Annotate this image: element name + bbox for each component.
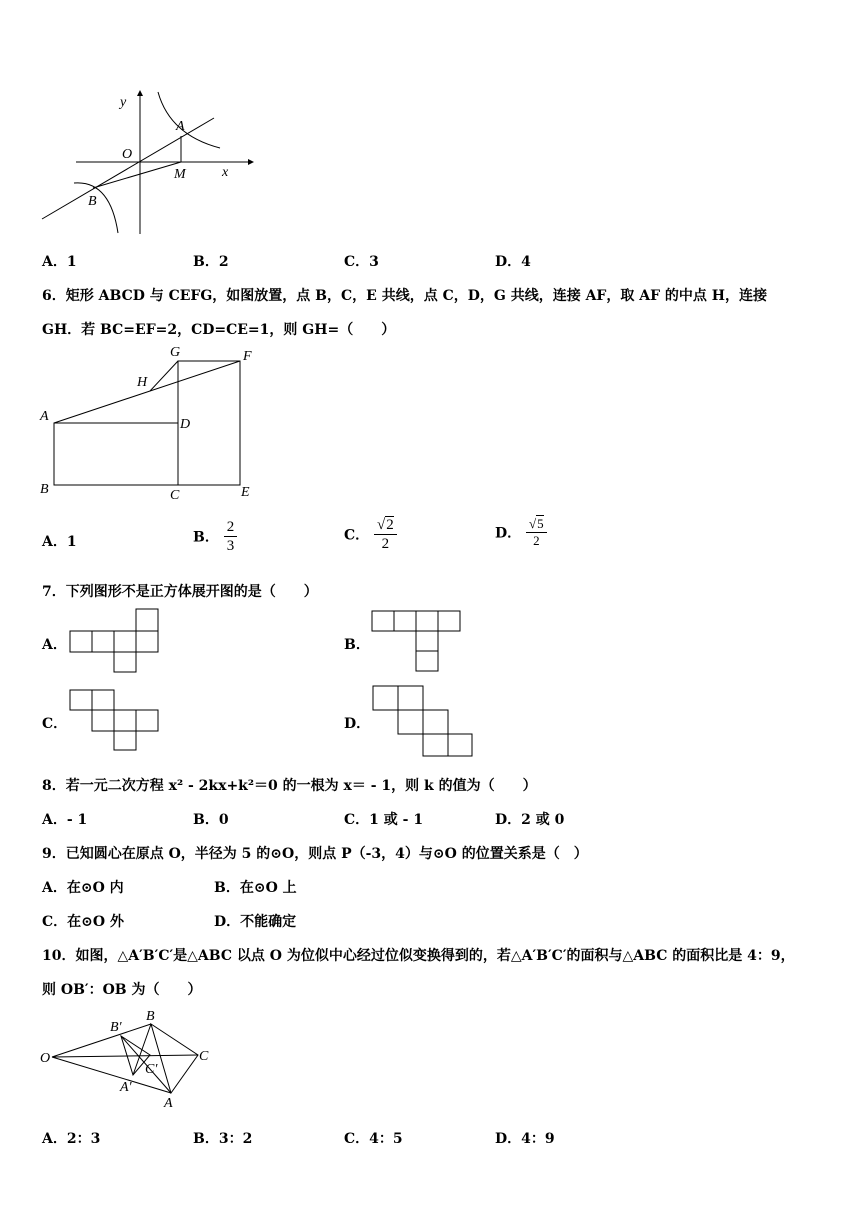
q7-option-b-net[interactable] [370,609,462,673]
label-g: G [170,345,181,360]
label-o: O [40,1051,51,1066]
q7-option-d-label[interactable]: D． [344,716,371,732]
line-ab [42,118,214,219]
fraction-numerator: √2 [374,516,397,535]
segment-bm [93,162,181,188]
q6-option-d-fraction [526,516,547,549]
q8-option-c[interactable]: C．1 或 - 1 [344,812,424,828]
q10-option-c[interactable]: C．4：5 [344,1131,403,1147]
label-a-prime: A′ [120,1080,132,1095]
q10-option-b[interactable]: B．3：2 [193,1131,253,1147]
q6-text-line1: 6．矩形 ABCD 与 CEFG，如图放置，点 B，C，E 共线，点 C，D，G 共线，连接 AF，取 AF 的中点 H，连接 [42,288,768,304]
label-o: O [122,147,133,162]
q5-option-c[interactable]: C．3 [344,254,379,270]
q6-text-line2: GH．若 BC=EF=2，CD=CE=1，则 GH=（ ） [42,322,396,338]
q5-option-d[interactable]: D．4 [495,254,531,270]
label-m: M [174,167,186,182]
label-h: H [137,375,148,390]
label-a: A [40,409,49,424]
q8-option-a[interactable]: A．- 1 [42,812,88,828]
q5-option-b[interactable]: B．2 [193,254,229,270]
rect-abcd [54,423,178,485]
q7-option-c-net[interactable] [68,688,160,752]
q9-option-b[interactable]: B．在⊙O 上 [214,880,297,896]
q7-option-d-net[interactable] [370,684,474,758]
q7-text: 7．下列图形不是正方体展开图的是（ ） [42,584,318,600]
y-axis-arrow [137,90,143,96]
fraction-denominator: 2 [533,533,540,548]
q9-option-a[interactable]: A．在⊙O 内 [42,880,124,896]
q9-option-d[interactable]: D．不能确定 [214,914,297,930]
label-x: x [222,165,229,180]
label-a: A [176,119,185,134]
label-b-prime: B′ [110,1020,122,1035]
label-c-prime: C′ [145,1062,158,1077]
q6-option-b-label: B． [193,529,219,546]
fraction-denominator: 3 [226,538,235,554]
label-c: C [199,1049,209,1064]
q7-option-a-net[interactable] [68,607,162,673]
label-b: B [88,194,97,209]
label-d: D [180,417,191,432]
q6-option-d[interactable] [495,516,547,549]
q5-option-a[interactable]: A．1 [42,254,77,270]
q6-option-c-fraction [374,516,397,553]
label-b: B [40,482,49,497]
q6-option-c-label: C． [344,527,370,544]
q6-option-c[interactable] [344,516,397,553]
q8-option-b[interactable]: B．0 [193,812,229,828]
q7-option-c-label[interactable]: C． [42,716,68,732]
label-c: C [170,488,180,503]
q10-text-line2: 则 OB′：OB 为（ ） [42,982,202,998]
sqrt-radicand: 2 [386,517,394,533]
q8-text: 8．若一元二次方程 x² - 2kx+k²＝0 的一根为 x＝ - 1，则 k 的值为（ ） [42,778,537,794]
q10-option-d[interactable]: D．4：9 [495,1131,555,1147]
fraction-numerator: √5 [526,516,547,533]
sqrt-radicand: 5 [537,516,544,531]
x-axis-arrow [248,159,254,165]
q7-option-a-label[interactable]: A． [42,637,67,653]
q8-option-d[interactable]: D．2 或 0 [495,812,565,828]
q9-text: 9．已知圆心在原点 O，半径为 5 的⊙O，则点 P（-3，4）与⊙O 的位置关系是（ ） [42,846,588,862]
q6-option-b[interactable] [193,518,237,555]
q6-figure [36,342,262,504]
q10-option-a[interactable]: A．2：3 [42,1131,101,1147]
segment-af [54,361,240,423]
label-a: A [164,1096,173,1111]
q9-option-c[interactable]: C．在⊙O 外 [42,914,124,930]
q7-option-b-label[interactable]: B． [344,637,370,653]
label-b: B [146,1009,155,1024]
label-y: y [120,95,127,110]
q10-text-line1: 10．如图，△A′B′C′是△ABC 以点 O 为位似中心经过位似变换得到的，若△A′B′C′的面积与△ABC 的面积比是 4：9， [42,948,795,964]
q6-option-d-label: D． [495,525,522,542]
label-f: F [243,349,252,364]
fraction-denominator: 2 [381,536,390,552]
q10-figure [36,1006,214,1112]
q5-figure [38,88,260,236]
q6-option-b-fraction [224,518,238,555]
q6-option-a[interactable]: A．1 [42,534,77,550]
fraction-numerator: 2 [224,518,238,537]
label-e: E [241,485,250,500]
